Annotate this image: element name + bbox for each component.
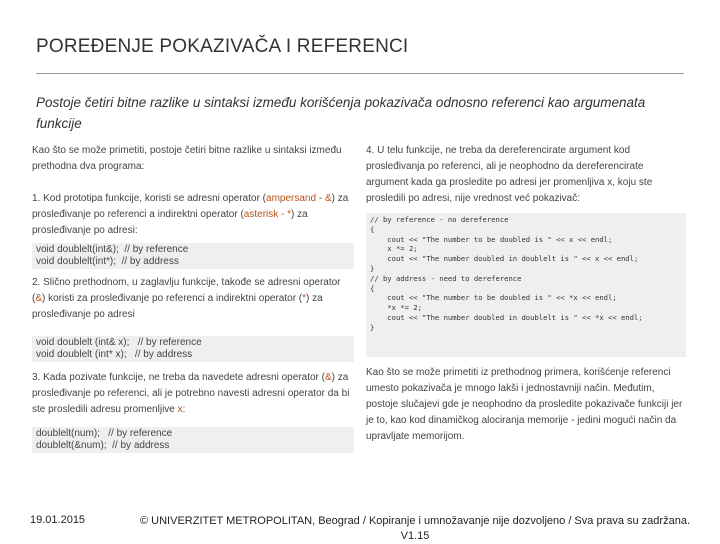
point-1-asterisk: asterisk - * <box>243 209 292 220</box>
point-3-text-a: 3. Kada pozivate funkcije, ne treba da navedete adresni operator ( <box>32 372 325 383</box>
right-column <box>366 143 686 445</box>
title-divider <box>36 73 684 74</box>
point-3-amp-symbol: & <box>324 372 332 383</box>
conclusion-paragraph: Kao što se može primetiti iz prethodnog primera, korišćenje referenci umesto pokazivača je mnogo lakši i jednostavniji način. Međutim, postoje slučajevi gde je neophodno da prosledite pokazivače funkciji jer je to, kao kod dinamičkog alociranja memorije - jedini mogući način da upravljate memorijom. <box>366 367 683 442</box>
point-1-amp-symbol: & <box>324 193 332 204</box>
point-2-text-c: ) za prosleđivanje po adresi <box>32 293 323 320</box>
point-2-text-a: 2. Slično prethodnom, u zaglavlju funkcije, takođe se adresni operator ( <box>32 277 341 304</box>
point-3-x-variable: x <box>177 404 183 415</box>
point-1-text-d: ) za prosleđivanje po adresi: <box>32 209 308 236</box>
point-4-paragraph: 4. U telu funkcije, ne treba da dereferencirate argument kod prosleđivanja po referenci, ali je neophodno da dereferencirate argument kada ga prosledite po adresi jer promenljiva x, koju ste prosledili po adresi, nije vrednost već pokazivač: <box>366 145 653 204</box>
code-block-body: // by reference - no dereference { cout << "The number to be doubled is " << x << endl; x *= 2; cout << "The number doubled in doublelt is " << x << endl; } // by address - need to dereference { cout << "The number to be doubled is " << *x << endl; *x *= 2; cout << "The number doubled in doublelt is " << *x << endl; } <box>366 213 686 357</box>
code-block-call: doublelt(num); // by reference doublelt(&num); // by address <box>32 427 354 453</box>
point-1-text-b: - <box>316 193 325 204</box>
code-block-prototype: void doublelt(int&); // by reference void doublelt(int*); // by address <box>32 243 354 269</box>
intro-paragraph: Kao što se može primetiti, postoje četiri bitne razlike u sintaksi između prethodna dva programa: <box>32 145 342 172</box>
footer-copyright: © UNIVERZITET METROPOLITAN, Beograd / Kopiranje i umnožavanje nije dozvoljeno / Sva prava su zadržana. V1.15 <box>140 515 690 542</box>
slide-subtitle: Postoje četiri bitne razlike u sintaksi između korišćenja pokazivača odnosno referenci kao argumenata funkcije <box>36 95 646 131</box>
point-2-text-b: ) koristi za prosleđivanje po referenci a indirektni operator ( <box>42 293 303 304</box>
point-2-amp-symbol: & <box>35 293 43 304</box>
point-3-paragraph <box>32 370 354 418</box>
point-1-ampersand: ampersand <box>266 193 317 204</box>
point-2-paragraph <box>32 275 354 323</box>
footer-date: 19.01.2015 <box>30 514 86 526</box>
point-1-paragraph <box>32 191 354 239</box>
point-2-star-symbol: * <box>302 293 307 304</box>
point-1-text-a: 1. Kod prototipa funkcije, koristi se adresni operator ( <box>32 193 267 204</box>
left-column <box>32 143 354 453</box>
point-3-text-b: ) za prosleđivanje po referenci, ali je potrebno navesti adresni operator da bi ste prosledili adresu promenljive <box>32 372 350 415</box>
slide-title: POREĐENJE POKAZIVAČA I REFERENCI <box>36 36 409 57</box>
code-block-header: void doublelt (int& x); // by reference void doublelt (int* x); // by address <box>32 336 354 362</box>
point-1-text-c: ) za prosleđivanje po referenci a indirektni operator ( <box>32 193 349 220</box>
point-3-text-c: : <box>182 404 186 415</box>
